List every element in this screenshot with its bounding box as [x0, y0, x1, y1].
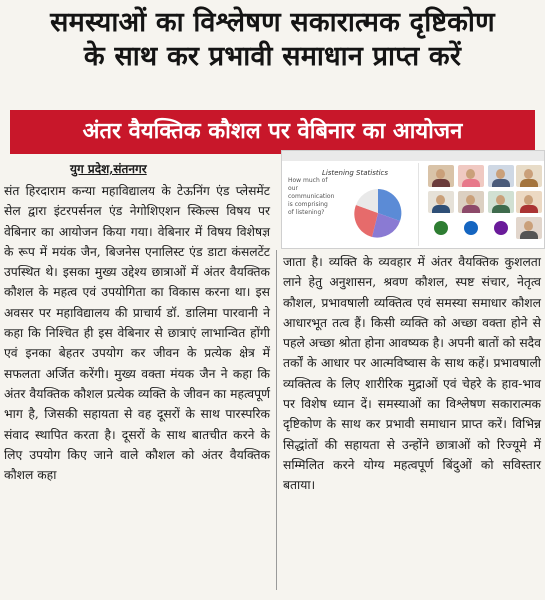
- meeting-toolbar: [282, 151, 544, 161]
- participant-video: [428, 191, 454, 213]
- article-paragraph: जाता है। व्यक्ति के व्यवहार में अंतर वैयक्तिक कुशलता लाने हेतु अनुशासन, श्रवण कौशल, स्पष्ट संचार, नेतृत्व कौशल, प्रभावषाली व्यक्तित्व एवं समस्या समाधार कौशल आधारभूत तत्व हैं। किसी व्यक्ति को अच्छा वक्ता होने से पहले अच्छा श्रोता होना आवष्यक है। अपनी बातों को सदैव तर्कों के आधार पर आत्मविष्वास के साथ कहें। प्रभावषाली व्यक्तित्व के लिए शारीरिक मुद्राओं एवं चेहरे के हाव-भाव पर विशेष ध्यान दें। समस्याओं का विश्लेषण सकारात्मक दृष्टिकोण के साथ कर प्रभावी समाधान प्राप्त करें। विभिन्न सिद्धांतों की सहायता से उन्होंने छात्राओं को रिज्यूमे में सम्मिलित करने योग्य महत्वपूर्ण बिंदुओं को सविस्तार बताया।: [283, 255, 541, 493]
- participant-video: [516, 191, 542, 213]
- article-column-right: [283, 252, 541, 496]
- participant-avatar-icon: [434, 221, 448, 235]
- participant-video: [428, 165, 454, 187]
- participant-avatar-icon: [464, 221, 478, 235]
- participant-avatar-icon: [494, 221, 508, 235]
- article-paragraph: संत हिरदाराम कन्या महाविद्यालय के टेऊनिंग एंड प्लेसमेंट सेल द्वारा इंटरपर्सनल एंड नेगोशिएशन स्किल्स विषय पर वेबिनार का आयोजन किया गया। वेबिनार में विषय विशेषज्ञ के रूप में मयंक जैन, बिजनेस एनालिस्ट एंड डाटा कंसलटेंट उपस्थित थे। इसका मुख्य उद्देश्य छात्राओं में अंतर वैयक्तिक कौशल के महत्व एवं उपयोगिता का विकास करना था। इस अवसर पर महाविद्यालय की प्राचार्य डॉ. डालिमा पारवानी ने कहा कि निश्चित ही इस वेबिनार से छात्राएं लाभान्वित होंगी एवं इनका बेहतर उपयोग कर जीवन के प्रत्येक क्षेत्र में सफलता अर्जित करेंगी। मुख्य वक्ता मंयक जैन ने कहा कि अंतर वैयक्तिक कौशल प्रत्येक व्यक्ति के जीवन का महत्वपूर्ण भाग है, जिसकी सहायता से वह दूसरों के साथ पारस्परिक संवाद स्थापित करता है। दूसरों के साथ बातचीत करने के लिए उपयोग किए जाने वाले कौशल को अंतर वैयक्तिक कौशल कहा: [4, 184, 270, 483]
- participant-video: [488, 191, 514, 213]
- article-column-left: [4, 181, 270, 485]
- participant-video: [458, 191, 484, 213]
- participant-video: [458, 165, 484, 187]
- participant-video: [516, 217, 542, 239]
- slide-text: How much of our communication is comprising of listening?: [288, 177, 335, 216]
- participant-video: [488, 165, 514, 187]
- byline: युग प्रदेश,संतनगर: [70, 162, 147, 176]
- headline-line-1: समस्याओं का विश्लेषण सकारात्मक दृष्टिकोण: [50, 7, 495, 38]
- headline: [0, 6, 545, 74]
- webinar-screenshot: [281, 150, 545, 249]
- column-divider: [276, 250, 277, 590]
- participant-video: [516, 165, 542, 187]
- headline-line-2: के साथ कर प्रभावी समाधान प्राप्त करें: [83, 41, 462, 72]
- pie-chart-graphic: [350, 185, 406, 241]
- slide-title: Listening Statistics: [322, 169, 389, 177]
- presentation-slide: [284, 163, 419, 246]
- subheadline-banner: अंतर वैयक्तिक कौशल पर वेबिनार का आयोजन: [10, 110, 535, 154]
